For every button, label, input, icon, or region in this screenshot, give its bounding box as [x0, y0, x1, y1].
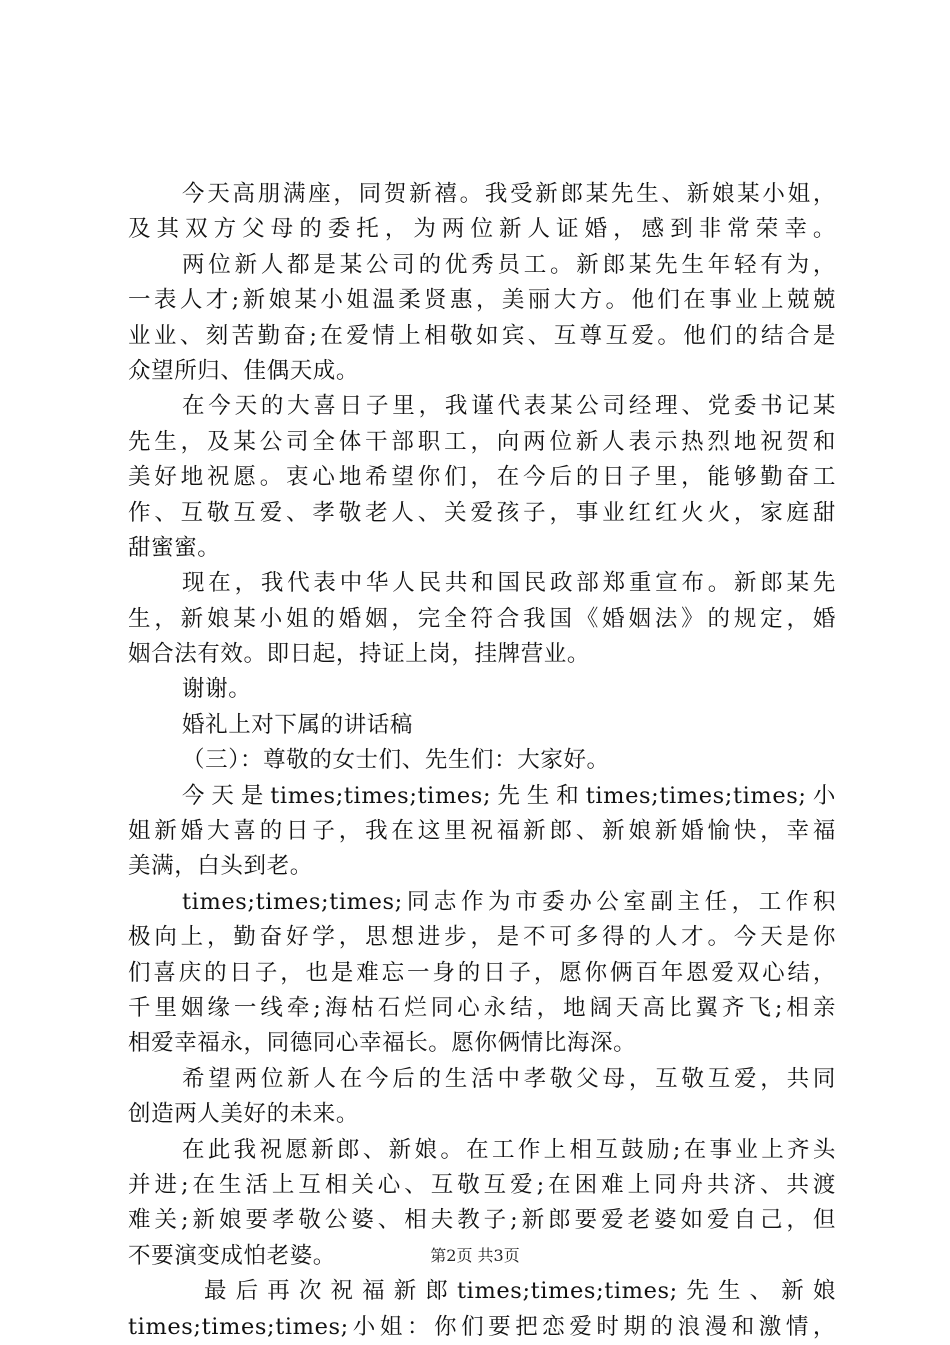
text-line: 今天高朋满座，同贺新禧。我受新郎某先生、新娘某小姐， [182, 181, 836, 207]
text-line: 不要演变成怕老婆。 [128, 1242, 336, 1269]
text-line: 在此我祝愿新郎、新娘。在工作上相互鼓励;在事业上齐头 [182, 1136, 836, 1163]
text-line: 一表人才;新娘某小姐温柔贤惠，美丽大方。他们在事业上兢兢 [128, 287, 836, 314]
text-line: times;times;times;同志作为市委办公室副主任，工作积 [182, 888, 836, 915]
text-line: 们喜庆的日子，也是难忘一身的日子，愿你俩百年恩爱双心结， [128, 959, 836, 986]
text-line: 在今天的大喜日子里，我谨代表某公司经理、党委书记某 [182, 393, 836, 420]
text-line: 创造两人美好的未来。 [128, 1101, 360, 1128]
text-line: 并进;在生活上互相关心、互敬互爱;在困难上同舟共济、共渡 [128, 1171, 836, 1198]
text-line: （三）：尊敬的女士们、先生们：大家好。 [182, 747, 610, 774]
text-line: times;times;times;小姐：你们要把恋爱时期的浪漫和激情， [128, 1313, 836, 1340]
document-body [128, 177, 836, 1345]
text-line: 姻合法有效。即日起，持证上岗，挂牌营业。 [128, 641, 591, 668]
text-line: 谢谢。 [182, 676, 252, 703]
page-number-footer: 第2页 共3页 [430, 1246, 520, 1265]
text-line: 两位新人都是某公司的优秀员工。新郎某先生年轻有为， [182, 251, 836, 278]
text-line: 作、互敬互爱、孝敬老人、关爱孩子，事业红红火火，家庭甜 [128, 499, 836, 526]
text-line: 希望两位新人在今后的生活中孝敬父母，互敬互爱，共同 [182, 1065, 836, 1092]
text-line: 极向上，勤奋好学，思想进步，是不可多得的人才。今天是你 [128, 924, 836, 951]
text-line: 先生，及某公司全体干部职工，向两位新人表示热烈地祝贺和 [128, 428, 836, 455]
text-line: 甜蜜蜜。 [128, 534, 221, 561]
section-heading: 婚礼上对下属的讲话稿 [182, 711, 414, 738]
text-line: 千里姻缘一线牵;海枯石烂同心永结，地阔天高比翼齐飞;相亲 [128, 994, 836, 1021]
text-line: 美好地祝愿。衷心地希望你们，在今后的日子里，能够勤奋工 [128, 464, 836, 491]
text-line: 姐新婚大喜的日子，我在这里祝福新郎、新娘新婚愉快，幸福 [128, 818, 836, 845]
text-line: 及其双方父母的委托，为两位新人证婚，感到非常荣幸。 [128, 216, 836, 243]
text-line: 美满，白头到老。 [128, 853, 313, 880]
text-line: 众望所归、佳偶天成。 [128, 357, 360, 384]
text-line: 今天是times;times;times;先生和times;times;times;小 [182, 782, 836, 809]
text-line: 现在，我代表中华人民共和国民政部郑重宣布。新郎某先 [182, 570, 836, 597]
text-line: 相爱幸福永，同德同心幸福长。愿你俩情比海深。 [128, 1030, 637, 1057]
text-line: 业业、刻苦勤奋;在爱情上相敬如宾、互尊互爱。他们的结合是 [128, 322, 836, 349]
text-line: 难关;新娘要孝敬公婆、相夫教子;新郎要爱老婆如爱自己，但 [128, 1207, 836, 1234]
text-line: 最后再次祝福新郎times;times;times;先生、新娘 [204, 1278, 836, 1305]
text-line: 生，新娘某小姐的婚姻，完全符合我国《婚姻法》的规定，婚 [128, 605, 836, 632]
